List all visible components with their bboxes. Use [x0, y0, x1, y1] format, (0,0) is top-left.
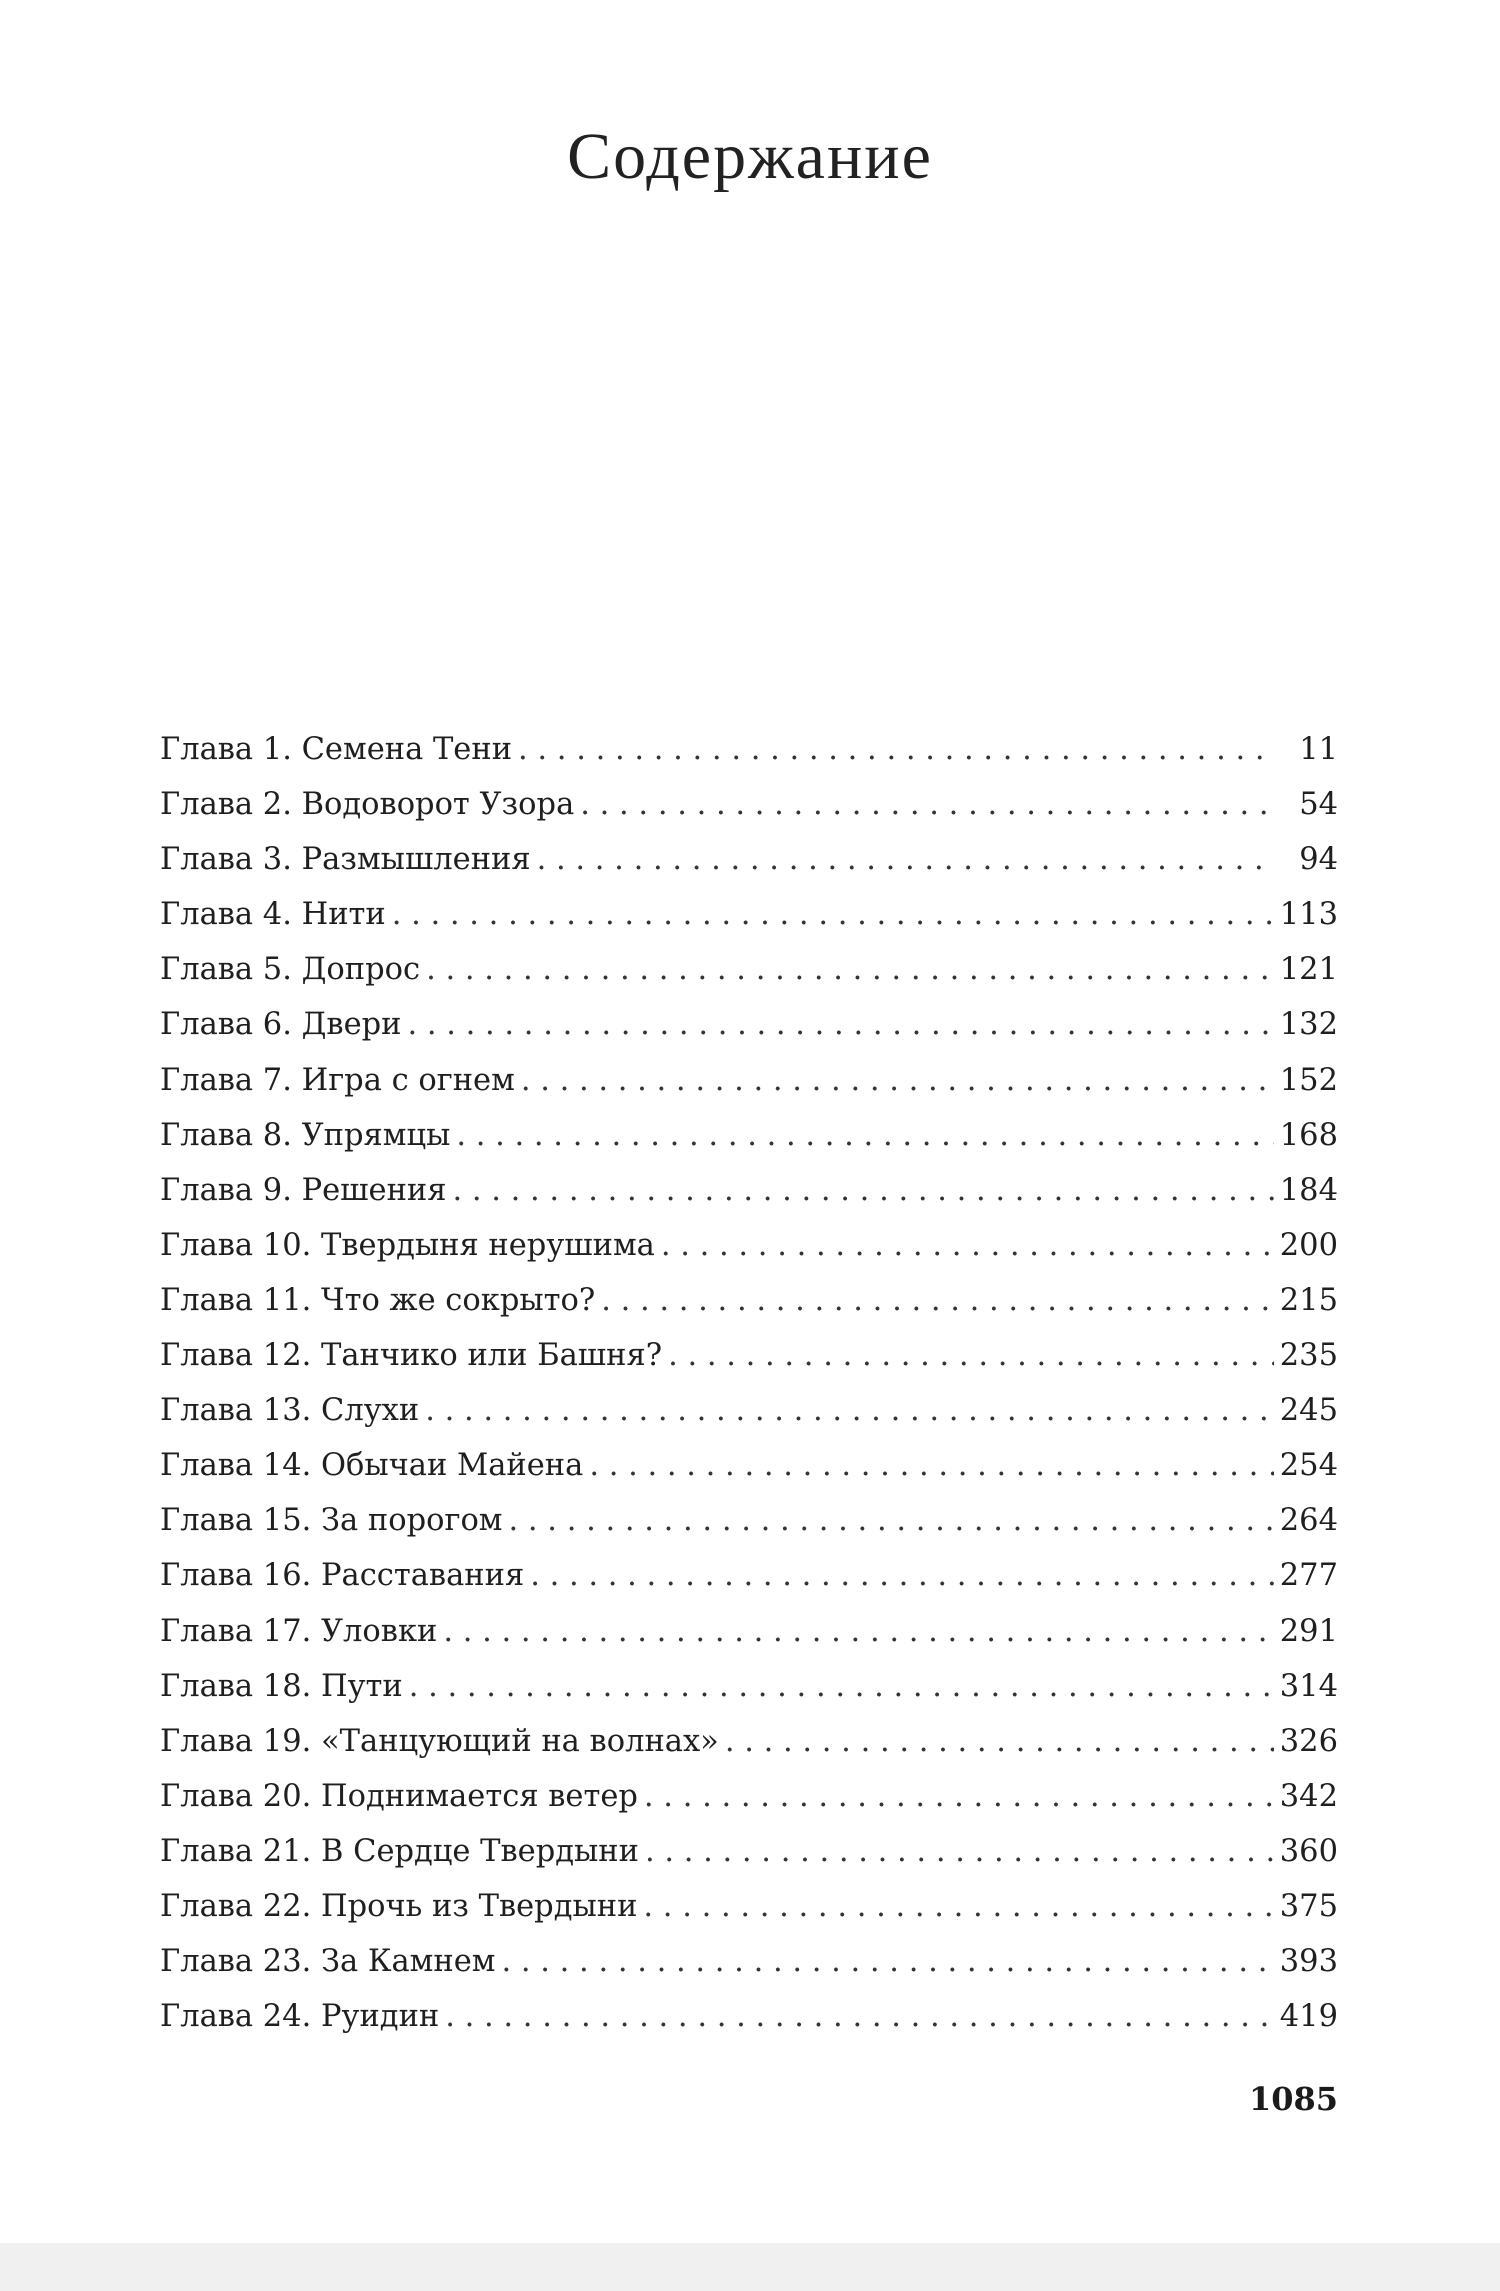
- toc-dot-leader: [668, 1338, 1274, 1373]
- toc-dot-leader: [509, 1503, 1274, 1538]
- toc-entry: [160, 1724, 1338, 1779]
- toc-entry-page: 342: [1279, 1778, 1338, 1814]
- toc-entry-page: 419: [1279, 1999, 1338, 2035]
- toc-dot-leader: [530, 1558, 1274, 1593]
- toc-entry-title: Глава 8. Упрямцы: [160, 1117, 451, 1153]
- toc-entry: [160, 1889, 1338, 1944]
- toc-entry: [160, 787, 1338, 842]
- toc-entry-title: Глава 4. Нити: [160, 897, 386, 933]
- toc-entry-title: Глава 17. Уловки: [160, 1613, 438, 1649]
- toc-dot-leader: [580, 787, 1274, 822]
- toc-dot-leader: [407, 1007, 1274, 1042]
- toc-entry-page: 245: [1279, 1393, 1338, 1429]
- toc-entry-title: Глава 19. «Танцующий на волнах»: [160, 1723, 719, 1759]
- toc-entry-page: 326: [1279, 1723, 1338, 1759]
- toc-entry-title: Глава 18. Пути: [160, 1668, 403, 1704]
- toc-entry: [160, 1999, 1338, 2054]
- toc-dot-leader: [521, 1063, 1274, 1098]
- toc-entry: [160, 1283, 1338, 1338]
- toc-entry-page: 264: [1279, 1503, 1338, 1539]
- toc-entry-page: 393: [1279, 1944, 1338, 1980]
- toc-entry-page: 113: [1279, 897, 1338, 933]
- toc-entry-title: Глава 16. Расставания: [160, 1558, 525, 1594]
- toc-entry: [160, 897, 1338, 952]
- toc-entry-page: 152: [1279, 1062, 1338, 1098]
- toc-entry: [160, 732, 1338, 787]
- toc-entry: [160, 1063, 1338, 1118]
- toc-entry-title: Глава 2. Водоворот Узора: [160, 787, 575, 823]
- toc-entry-page: 360: [1279, 1833, 1338, 1869]
- toc-entry-title: Глава 6. Двери: [160, 1007, 402, 1043]
- toc-entry-page: 94: [1299, 842, 1338, 878]
- toc-entry-title: Глава 21. В Сердце Твердыни: [160, 1833, 639, 1869]
- toc-entry-title: Глава 14. Обычаи Майена: [160, 1448, 584, 1484]
- toc-entry-page: 235: [1279, 1338, 1338, 1374]
- toc-entry-page: 277: [1279, 1558, 1338, 1594]
- toc-entry-title: Глава 11. Что же сокрыто?: [160, 1282, 596, 1318]
- toc-entry-title: Глава 15. За порогом: [160, 1503, 503, 1539]
- toc-entry: [160, 1614, 1338, 1669]
- toc-dot-leader: [426, 952, 1274, 987]
- toc-entry: [160, 842, 1338, 897]
- toc-entry-page: 254: [1279, 1448, 1338, 1484]
- toc-entry-title: Глава 23. За Камнем: [160, 1944, 496, 1980]
- toc-dot-leader: [409, 1669, 1274, 1704]
- toc-entry: [160, 1173, 1338, 1228]
- toc-entry: [160, 1393, 1338, 1448]
- toc-entry-title: Глава 20. Поднимается ветер: [160, 1778, 638, 1814]
- toc-entry-title: Глава 22. Прочь из Твердыни: [160, 1888, 638, 1924]
- toc-dot-leader: [425, 1393, 1274, 1428]
- toc-dot-leader: [601, 1283, 1274, 1318]
- toc-entry: [160, 1503, 1338, 1558]
- toc-entry-title: Глава 5. Допрос: [160, 952, 421, 988]
- page-number: 1085: [1248, 2080, 1338, 2118]
- toc-entry-page: 54: [1299, 787, 1338, 823]
- toc-dot-leader: [643, 1889, 1274, 1924]
- toc-entry: [160, 952, 1338, 1007]
- toc-dot-leader: [518, 732, 1274, 767]
- toc-dot-leader: [661, 1228, 1274, 1263]
- toc-entry-page: 200: [1279, 1227, 1338, 1263]
- toc-entry-page: 184: [1279, 1172, 1338, 1208]
- toc-dot-leader: [452, 1173, 1274, 1208]
- toc-entry-page: 168: [1279, 1117, 1338, 1153]
- toc-dot-leader: [445, 1999, 1274, 2034]
- toc-entry-title: Глава 12. Танчико или Башня?: [160, 1338, 663, 1374]
- toc-entry: [160, 1834, 1338, 1889]
- toc-entry: [160, 1118, 1338, 1173]
- toc-entry: [160, 1228, 1338, 1283]
- toc-entry-title: Глава 3. Размышления: [160, 842, 531, 878]
- toc-entry-page: 132: [1279, 1007, 1338, 1043]
- toc-entry-page: 291: [1279, 1613, 1338, 1649]
- toc-entry: [160, 1448, 1338, 1503]
- bottom-margin-strip: [0, 2243, 1500, 2291]
- toc-entry-page: 11: [1299, 732, 1338, 767]
- toc-entry-title: Глава 7. Игра с огнем: [160, 1062, 515, 1098]
- toc-entry-title: Глава 13. Слухи: [160, 1393, 420, 1429]
- toc-dot-leader: [589, 1448, 1274, 1483]
- toc-dot-leader: [502, 1944, 1275, 1979]
- toc-entry: [160, 1669, 1338, 1724]
- toc-entry: [160, 1944, 1338, 1999]
- toc-dot-leader: [456, 1118, 1274, 1153]
- toc-entry: [160, 1338, 1338, 1393]
- page-title: Содержание: [567, 120, 933, 193]
- toc-dot-leader: [644, 1779, 1274, 1814]
- toc-dot-leader: [537, 842, 1274, 877]
- toc-entry-page: 121: [1279, 952, 1338, 988]
- toc-entry-title: Глава 10. Твердыня нерушима: [160, 1227, 655, 1263]
- toc-entry: [160, 1779, 1338, 1834]
- toc-entry: [160, 1007, 1338, 1062]
- toc-dot-leader: [443, 1614, 1274, 1649]
- toc-entry-title: Глава 9. Решения: [160, 1172, 447, 1208]
- toc-entry-title: Глава 1. Семена Тени: [160, 732, 513, 767]
- toc-entry-page: 375: [1279, 1888, 1338, 1924]
- toc-entry-page: 215: [1279, 1282, 1338, 1318]
- table-of-contents: [160, 732, 1338, 2054]
- toc-dot-leader: [392, 897, 1274, 932]
- toc-entry-page: 314: [1279, 1668, 1338, 1704]
- toc-entry-title: Глава 24. Руидин: [160, 1999, 440, 2035]
- toc-dot-leader: [645, 1834, 1274, 1869]
- toc-dot-leader: [725, 1724, 1274, 1759]
- toc-entry: [160, 1558, 1338, 1613]
